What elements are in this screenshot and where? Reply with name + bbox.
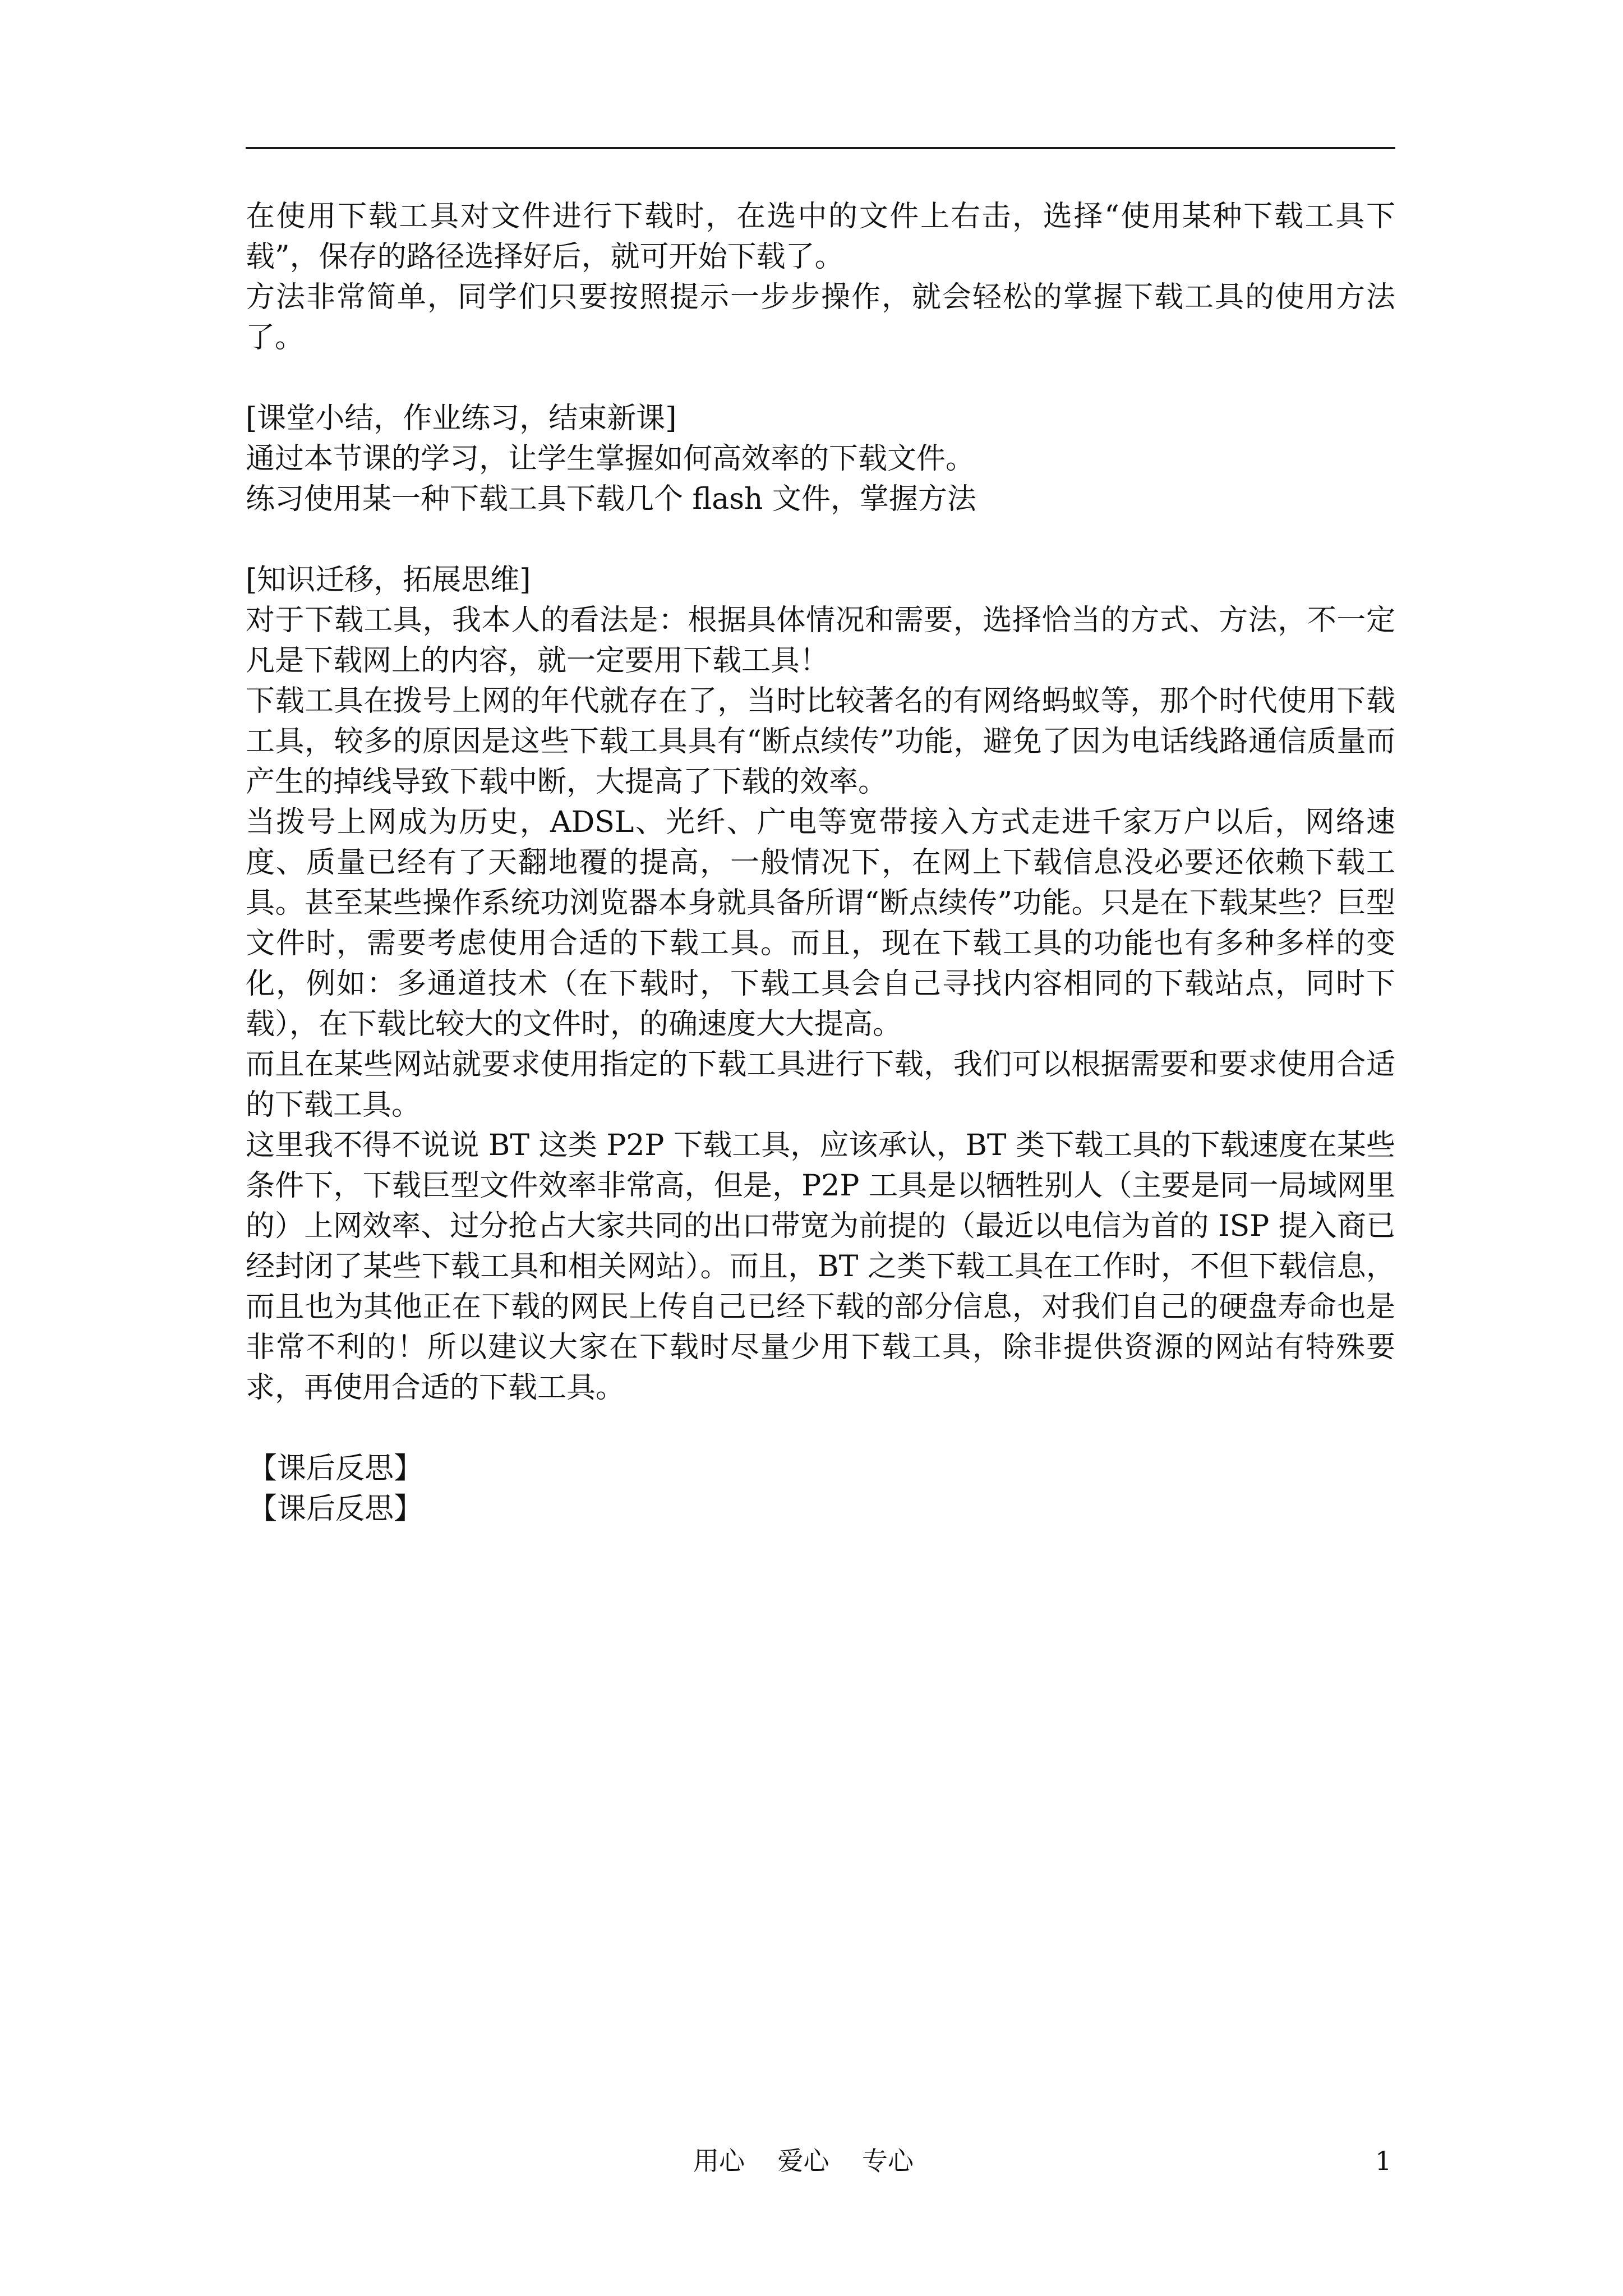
paragraph-summary-goal: 通过本节课的学习，让学生掌握如何高效率的下载文件。	[246, 442, 975, 476]
blank-line	[246, 358, 1395, 398]
paragraph-download-steps: 在使用下载工具对文件进行下载时，在选中的文件上右击，选择“使用某种下载工具下载”，保存的路径选择好后，就可开始下载了。	[246, 200, 1395, 274]
document-body	[246, 196, 1395, 1529]
paragraph-bt-p2p: 这里我不得不说说 BT 这类 P2P 下载工具，应该承认，BT 类下载工具的下载速度在某些条件下，下载巨型文件效率非常高，但是，P2P 工具是以牺牲别人（主要是同一局域网里的）上网效率、过分抢占大家共同的出口带宽为前提的（最近以电信为首的 ISP 提入商已经封闭了某些下载工具和相关网站）。而且，BT 之类下载工具在工作时，不但下载信息，而且也为其他正在下载的网民上传自己已经下载的部分信息，对我们自己的硬盘寿命也是非常不利的！所以建议大家在下载时尽量少用下载工具，除非提供资源的网站有特殊要求，再使用合适的下载工具。	[246, 1129, 1395, 1405]
blank-line	[246, 1408, 1395, 1448]
footer-motto: 用心 爱心 专心	[693, 2146, 914, 2176]
blank-line	[246, 519, 1395, 560]
section-heading-summary: [课堂小结，作业练习，结束新课]	[246, 402, 677, 435]
paragraph-personal-view: 对于下载工具，我本人的看法是：根据具体情况和需要，选择恰当的方式、方法，不一定凡是下载网上的内容，就一定要用下载工具！	[246, 604, 1395, 678]
section-heading-reflection: 【课后反思】	[248, 1452, 423, 1485]
paragraph-dialup-history: 下载工具在拨号上网的年代就存在了，当时比较著名的有网络蚂蚁等，那个时代使用下载工具，较多的原因是这些下载工具具有“断点续传”功能，避免了因为电话线路通信质量而产生的掉线导致下载中断，大提高了下载的效率。	[246, 684, 1395, 799]
page-number: 1	[1375, 2146, 1392, 2176]
section-heading-extension: [知识迁移，拓展思维]	[246, 563, 531, 597]
paragraph-broadband-era: 当拨号上网成为历史，ADSL、光纤、广电等宽带接入方式走进千家万户以后，网络速度、质量已经有了天翻地覆的提高，一般情况下，在网上下载信息没必要还依赖下载工具。甚至某些操作系统功浏览器本身就具备所谓“断点续传”功能。只是在下载某些？巨型文件时，需要考虑使用合适的下载工具。而且，现在下载工具的功能也有多种多样的变化，例如：多通道技术（在下载时，下载工具会自己寻找内容相同的下载站点，同时下载），在下载比较大的文件时，的确速度大大提高。	[246, 806, 1395, 1041]
paragraph-specified-tools: 而且在某些网站就要求使用指定的下载工具进行下载，我们可以根据需要和要求使用合适的下载工具。	[246, 1048, 1395, 1122]
paragraph-practice: 练习使用某一种下载工具下载几个 flash 文件，掌握方法	[246, 482, 976, 516]
paragraph-method-simple: 方法非常简单，同学们只要按照提示一步步操作，就会轻松的掌握下载工具的使用方法了。	[246, 280, 1395, 355]
header-rule	[246, 147, 1395, 149]
section-heading-reflection-repeat: 【课后反思】	[248, 1492, 423, 1526]
